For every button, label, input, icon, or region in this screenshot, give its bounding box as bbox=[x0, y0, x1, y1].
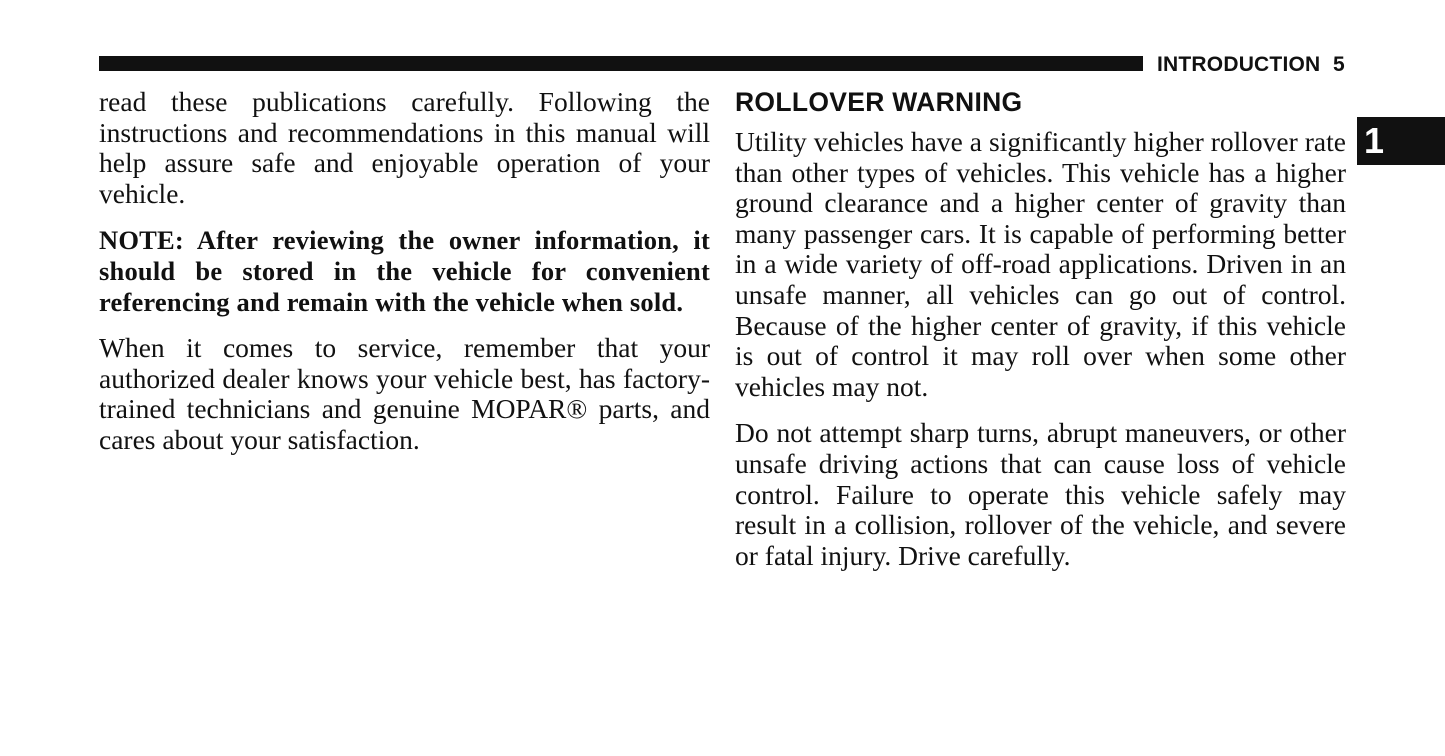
page-number: 5 bbox=[1333, 53, 1345, 76]
chapter-tab: 1 bbox=[1357, 117, 1445, 165]
right-column bbox=[735, 87, 1346, 587]
body-paragraph: When it comes to service, remember that your authorized dealer knows your vehicle best, has factory-trained technicians and genuine MOPAR® parts, and cares about your satisfaction. bbox=[99, 332, 710, 455]
running-header-section: INTRODUCTION bbox=[1157, 53, 1321, 76]
left-column bbox=[99, 87, 710, 472]
section-title: ROLLOVER WARNING bbox=[735, 87, 1023, 117]
note-paragraph: NOTE: After reviewing the owner information, it should be stored in the vehicle for convenient referencing and remain with the vehicle when sold. bbox=[99, 225, 710, 317]
body-paragraph: read these publications carefully. Following the instructions and recommendations in this manual will help assure safe and enjoyable operation of your vehicle. bbox=[99, 86, 710, 209]
body-paragraph: Utility vehicles have a significantly higher rollover rate than other types of vehicles. This vehicle has a higher ground clearance and a higher center of gravity than many passenger cars. It is capable of performing better in a wide variety of off-road applications. Driven in an unsafe manner, all vehicles can go out of control. Because of the higher center of gravity, if this vehicle is out of control it may roll over when some other vehicles may not. bbox=[735, 126, 1346, 402]
body-paragraph: Do not attempt sharp turns, abrupt maneuvers, or other unsafe driving actions that can cause loss of vehicle control. Failure to operate this vehicle safely may result in a collision, rollover of the vehicle, and severe or fatal injury. Drive carefully. bbox=[735, 417, 1346, 571]
header-rule bbox=[99, 56, 1143, 71]
